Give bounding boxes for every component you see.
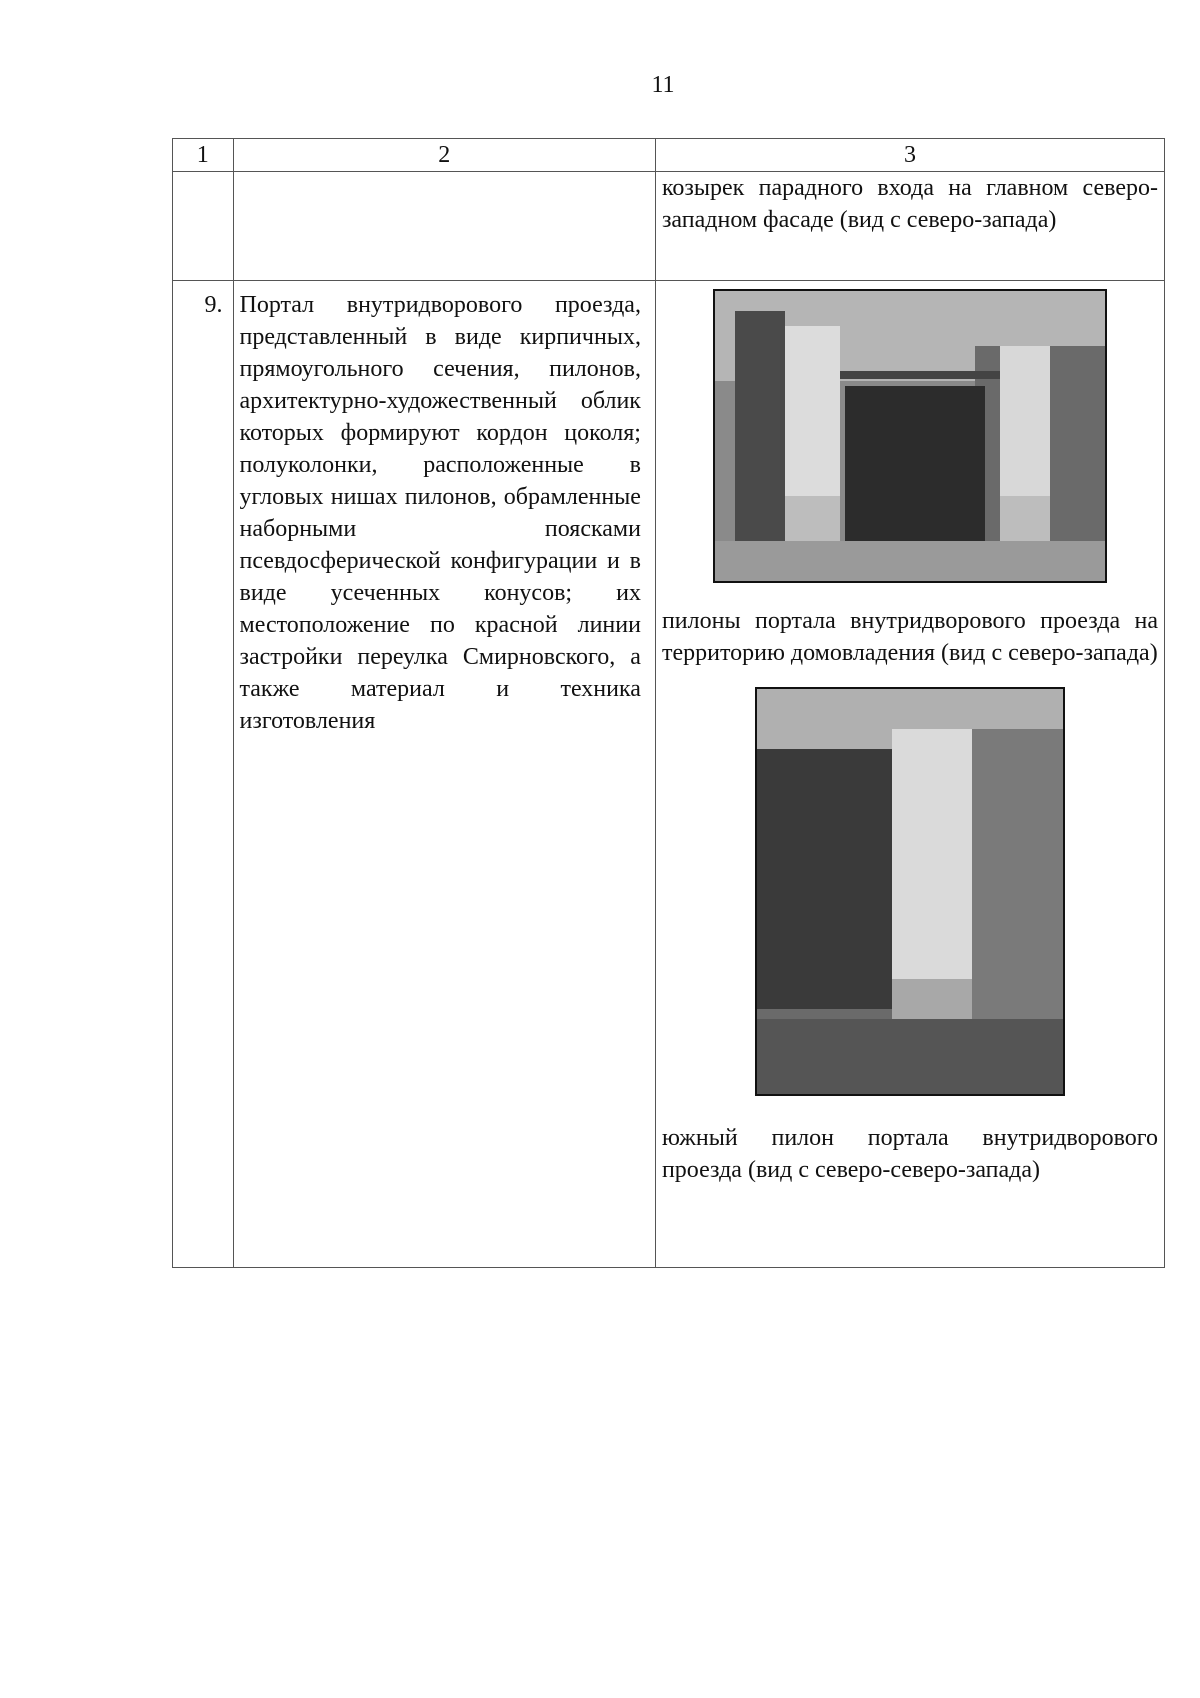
table-row-item-9 bbox=[173, 281, 1165, 1268]
continued-caption: козырек парадного входа на главном северо-западном фасаде (вид с северо-запада) bbox=[661, 175, 1158, 233]
monument-features-table bbox=[172, 138, 1165, 1268]
photo-south-pylon bbox=[755, 687, 1065, 1096]
item-description: Портал внутридворового проезда, представленный в виде кирпичных, прямоугольного сечения, пилонов, архитектурно-художественный облик которых формируют кордон цоколя; полуколонки, расположенные в угловых нишах пилонов, обрамленные наборными поясками псевдосферической конфигурации и в виде усеченных конусов; их местоположение по красной линии застройки переулка Смирновского, а также материал и техника изготовления bbox=[233, 281, 655, 1268]
gate-pylons-image bbox=[715, 291, 1105, 581]
item-number: 9. bbox=[173, 281, 234, 1268]
table-row-continued bbox=[173, 172, 1165, 281]
photo2-caption: южный пилон портала внутридворового проезда (вид с северо-северо-запада) bbox=[661, 1125, 1158, 1183]
header-col-3: 3 bbox=[655, 139, 1164, 172]
table-header-row bbox=[173, 139, 1165, 172]
item-photos-cell bbox=[655, 281, 1164, 1268]
photo-gate-pylons bbox=[713, 289, 1107, 583]
photo1-caption: пилоны портала внутридворового проезда на территорию домовладения (вид с северо-запада) bbox=[661, 608, 1158, 666]
south-pylon-image bbox=[757, 689, 1063, 1094]
continued-description-cell bbox=[233, 172, 655, 281]
page-number: 11 bbox=[651, 72, 675, 98]
continued-number-cell bbox=[173, 172, 234, 281]
continued-photo-cell bbox=[655, 172, 1164, 281]
header-col-1: 1 bbox=[173, 139, 234, 172]
header-col-2: 2 bbox=[233, 139, 655, 172]
